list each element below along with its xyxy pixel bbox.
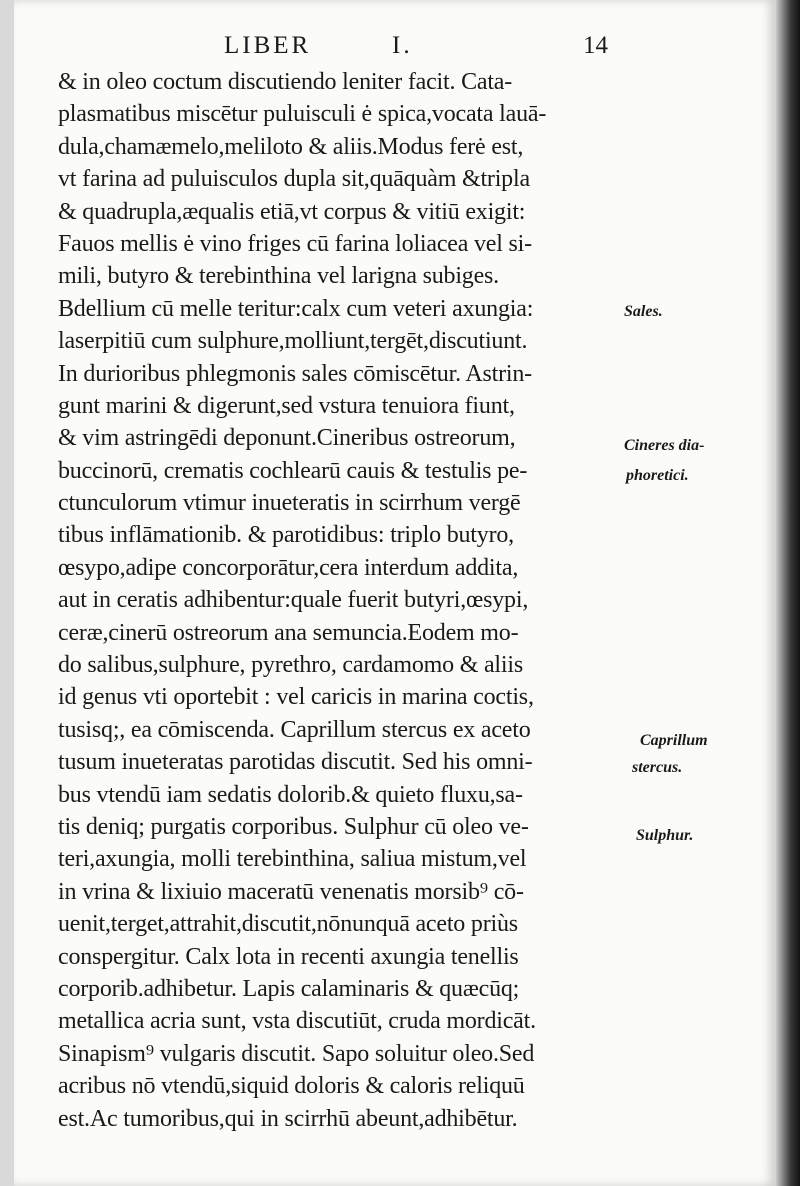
marginal-note-sulphur: Sulphur. xyxy=(636,827,694,844)
text-line: Sinapism⁹ vulgaris discutit. Sapo soluitur oleo.Sed xyxy=(58,1040,535,1067)
text-line: mili, butyro & terebinthina vel larigna subiges. xyxy=(58,263,499,290)
text-line: œsypo,adipe concorporātur,cera interdum addita, xyxy=(58,554,519,581)
running-header xyxy=(0,32,800,62)
marginal-note-caprillum-line2: stercus. xyxy=(632,759,683,776)
text-line: & in oleo coctum discutiendo leniter facit. Cata- xyxy=(58,69,513,95)
text-line: Fauos mellis ė vino friges cū farina loliacea vel si- xyxy=(58,230,532,257)
text-line: acribus nō vtendū,siquid doloris & caloris reliquū xyxy=(58,1073,525,1100)
text-line: teri,axungia, molli terebinthina, saliua mistum,vel xyxy=(58,846,527,873)
text-line: buccinorū, crematis cochlearū cauis & testulis pe- xyxy=(58,457,528,484)
text-line: id genus vti oportebit : vel caricis in marina coctis, xyxy=(58,684,534,711)
text-line: uenit,terget,attrahit,discutit,nōnunquā aceto priùs xyxy=(58,911,518,938)
text-line: Bdellium cū melle teritur:calx cum veteri axungia: xyxy=(58,295,534,322)
text-line: conspergitur. Calx lota in recenti axungia tenellis xyxy=(58,943,519,970)
text-line: tibus inflāmationib. & parotidibus: triplo butyro, xyxy=(58,522,514,549)
text-line: bus vtendū iam sedatis dolorib.& quieto fluxu,sa- xyxy=(58,781,523,808)
text-line: ceræ,cinerū ostreorum ana semuncia.Eodem mo- xyxy=(58,619,519,646)
text-line: laserpitiū cum sulphure,molliunt,tergēt,discutiunt. xyxy=(58,328,528,355)
text-line: ctunculorum vtimur inueteratis in scirrhum vergē xyxy=(58,490,521,517)
text-line: gunt marini & digerunt,sed vstura tenuiora fiunt, xyxy=(58,392,515,419)
text-line: tis deniq; purgatis corporibus. Sulphur cū oleo ve- xyxy=(58,813,529,840)
book-spine-shadow xyxy=(776,0,800,1186)
text-line: & vim astringēdi deponunt.Cineribus ostreorum, xyxy=(58,425,516,452)
text-line: In durioribus phlegmonis sales cōmiscētur. Astrin- xyxy=(58,360,532,387)
text-line: tusisq;, ea cōmiscenda. Caprillum stercus ex aceto xyxy=(58,716,531,743)
chapter-number: I. xyxy=(392,32,413,59)
text-line: vt farina ad puluisculos dupla sit,quāquàm &tripla xyxy=(58,166,530,193)
text-line: in vrina & lixiuio maceratū venenatis morsib⁹ cō- xyxy=(58,878,524,905)
marginal-note-cineres-line1: Cineres dia- xyxy=(624,437,705,454)
page-number: 14 xyxy=(583,32,608,59)
text-line: plasmatibus miscētur puluisculi ė spica,vocata lauā- xyxy=(58,101,547,128)
text-line: dula,chamæmelo,meliloto & aliis.Modus ferė est, xyxy=(58,133,524,160)
text-line: do salibus,sulphure, pyrethro, cardamomo & aliis xyxy=(58,652,523,679)
text-line: tusum inueteratas parotidas discutit. Sed his omni- xyxy=(58,749,533,776)
marginal-note-sales: Sales. xyxy=(624,303,663,320)
marginal-note-caprillum-line1: Caprillum xyxy=(640,732,708,749)
text-line: corporib.adhibetur. Lapis calaminaris & quæcūq; xyxy=(58,975,520,1002)
text-line: metallica acria sunt, vsta discutiūt, cruda mordicāt. xyxy=(58,1008,536,1035)
body-text xyxy=(58,66,638,1135)
text-line: aut in ceratis adhibentur:quale fuerit butyri,œsypi, xyxy=(58,587,529,614)
text-line: & quadrupla,æqualis etiā,vt corpus & vitiū exigit: xyxy=(58,198,526,225)
marginal-note-cineres-line2: phoretici. xyxy=(626,467,689,484)
text-line: est.Ac tumoribus,qui in scirrhū abeunt,adhibētur. xyxy=(58,1105,518,1132)
running-title: LIBER xyxy=(224,32,312,59)
